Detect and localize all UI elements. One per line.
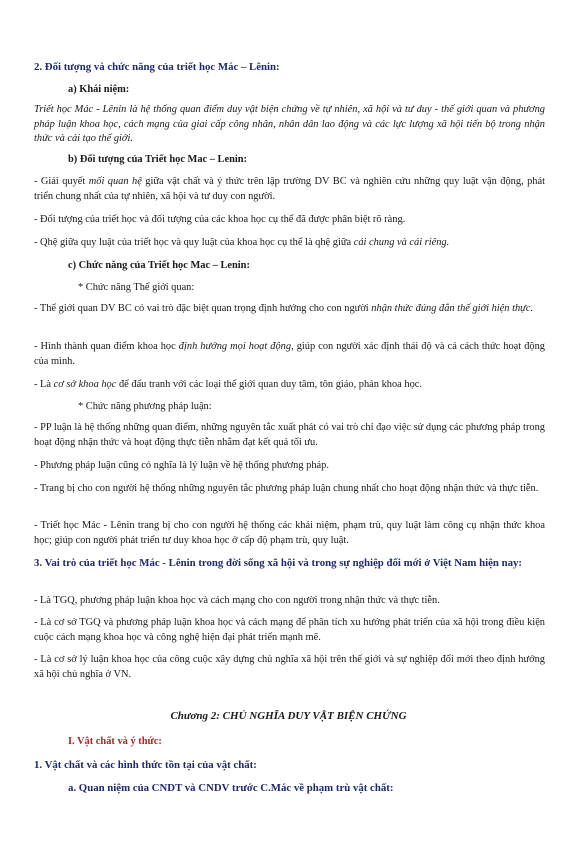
- paragraph-c2: - Hình thành quan điểm khoa học định hướng mọi hoạt động, giúp con người xác định thái độ và cả cách thức hoạt động của mình.: [34, 341, 546, 367]
- emphasis-text: cơ sở khoa học: [53, 379, 117, 390]
- paragraph-r2: - Là cơ sở TGQ và phương pháp luận khoa học và cách mạng để phân tích xu hướng phát triển của xã hội trong điều kiện cuộc cách mạng khoa học và công nghệ hiện đại phát triển mạnh mẽ.: [34, 617, 545, 643]
- subheading-a: a) Khái niệm:: [68, 84, 130, 95]
- emphasis-text: cái chung và cái riêng.: [353, 237, 450, 248]
- subheading-b: b) Đối tượng của Triết học Mac – Lenin:: [68, 154, 247, 165]
- paragraph-p2: - Phương pháp luận cũng có nghĩa là lý luận về hệ thống phương pháp.: [34, 460, 329, 471]
- paragraph-p4: - Triết học Mác - Lênin trang bị cho con người hệ thống các khái niệm, phạm trù, quy luật làm công cụ nhận thức khoa học; giúp con người phát triển tư duy khoa học ở cấp độ phạm trù, quy luật.: [34, 520, 545, 546]
- subheading-c: c) Chức năng của Triết học Mac – Lenin:: [68, 260, 250, 271]
- paragraph-b1: - Giải quyết mối quan hệ giữa vật chất và ý thức trên lập trường DV BC và nghiên cứu những quy luật vận động, phát triển chung nhất của tự nhiên, xã hội và tư duy con người.: [34, 176, 545, 202]
- heading-1: 1. Vật chất và các hình thức tồn tại của vật chất:: [34, 759, 257, 771]
- methodology-function-title: * Chức năng phương pháp luận:: [78, 401, 212, 412]
- paragraph-b3: - Qhệ giữa quy luật của triết học và quy luật của khoa học cụ thể là qhệ giữa cái chung và cái riêng.: [34, 237, 450, 248]
- paragraph-c3: - Là cơ sở khoa học để đấu tranh với các loại thế giới quan duy tâm, tôn giáo, phản khoa học.: [34, 379, 422, 390]
- worldview-function-title: * Chức năng Thế giới quan:: [78, 282, 195, 293]
- paragraph-p1: - PP luận là hệ thống những quan điểm, những nguyên tắc xuất phát có vai trò chỉ đạo việc sử dụng các phương pháp trong hoạt động nhận thức và hoạt động thực tiễn nhằm đạt kết quả tối ưu.: [34, 422, 545, 448]
- emphasis-text: nhận thức đúng đắn thế giới hiện thực.: [371, 303, 534, 314]
- paragraph-c1: - Thế giới quan DV BC có vai trò đặc biệt quan trọng định hướng cho con người nhận thức đúng đắn thế giới hiện thực.: [34, 303, 534, 314]
- emphasis-text: định hướng mọi hoạt động: [178, 341, 292, 352]
- paragraph-b2: - Đối tượng của triết học và đối tượng của các khoa học cụ thể đã được phân biệt rõ ràng.: [34, 214, 406, 225]
- chapter-title: Chương 2: CHỦ NGHĨA DUY VẬT BIỆN CHỨNG: [170, 710, 407, 722]
- heading-1a: a. Quan niệm của CNDT và CNDV trước C.Mác về phạm trù vật chất:: [68, 782, 394, 794]
- paragraph-r3: - Là cơ sở lý luận khoa học của công cuộc xây dựng chủ nghĩa xã hội trên thế giới và sự nghiệp đổi mới theo định hướng xã hội chủ nghĩa ở VN.: [34, 654, 545, 680]
- paragraph-definition: Triết học Mác - Lênin là hệ thống quan điểm duy vật biện chứng về tự nhiên, xã hội và tư duy - thế giới quan và phương pháp luận khoa học, cách mạng của giai cấp công nhân, nhân dân lao động và các lực lượng xã hội tiến bộ trong nhận thức và cải tạo thế giới.: [34, 104, 545, 145]
- paragraph-r1: - Là TGQ, phương pháp luận khoa học và cách mạng cho con người trong nhận thức và thực tiễn.: [34, 595, 440, 606]
- paragraph-p3: - Trang bị cho con người hệ thống những nguyên tắc phương pháp luận chung nhất cho hoạt động nhận thức và thực tiễn.: [34, 483, 539, 494]
- section-3-heading: 3. Vai trò của triết học Mác - Lênin trong đời sống xã hội và trong sự nghiệp đổi mới ở Việt Nam hiện nay:: [34, 557, 523, 569]
- emphasis-text: mối quan hệ: [88, 176, 142, 187]
- section-2-heading: 2. Đối tượng và chức năng của triết học Mác – Lênin:: [34, 61, 280, 73]
- section-heading-I: I. Vật chất và ý thức:: [68, 736, 162, 747]
